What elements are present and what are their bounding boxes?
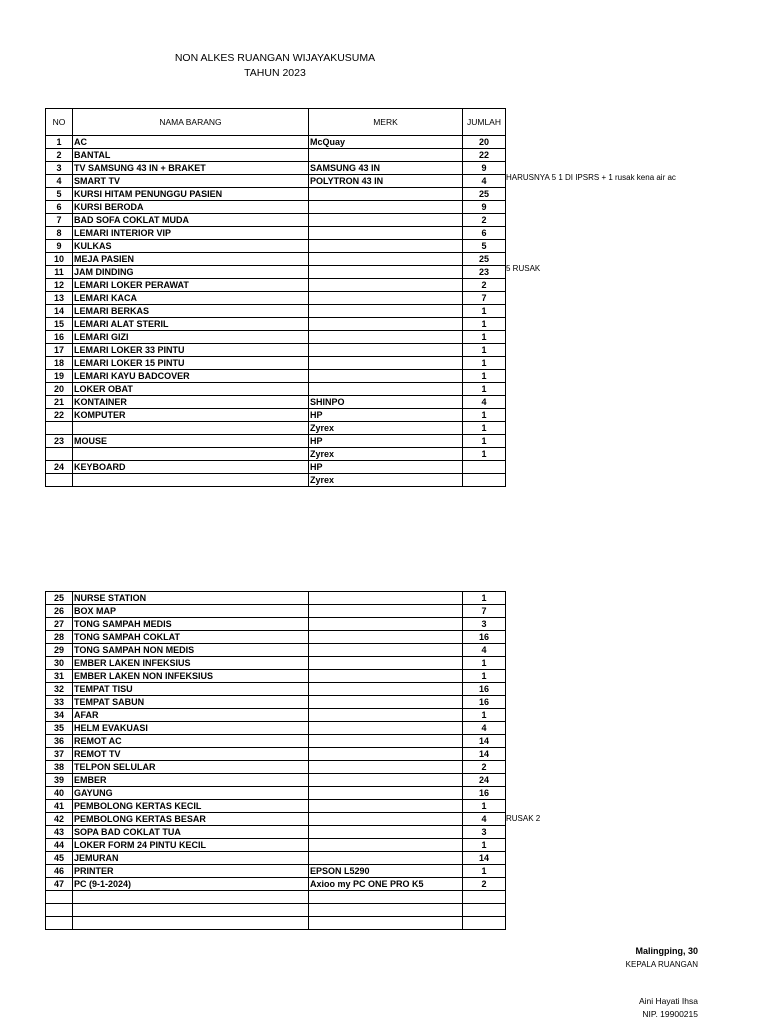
note-pembolong: RUSAK 2	[506, 814, 541, 823]
cell-merk: POLYTRON 43 IN	[309, 175, 463, 188]
cell-jumlah: 1	[463, 435, 506, 448]
cell-merk	[309, 605, 463, 618]
table-row	[46, 344, 506, 357]
table-row	[46, 852, 506, 865]
cell-no: 14	[46, 305, 73, 318]
cell-nama-barang: EMBER	[73, 774, 309, 787]
cell-nama-barang	[73, 474, 309, 487]
cell-no: 10	[46, 253, 73, 266]
table-row	[46, 162, 506, 175]
cell-merk	[309, 370, 463, 383]
table-row	[46, 253, 506, 266]
cell-no: 46	[46, 865, 73, 878]
table-row	[46, 865, 506, 878]
signature-name: Aini Hayati Ihsa	[638, 996, 698, 1006]
cell-no: 6	[46, 201, 73, 214]
cell-jumlah: 25	[463, 253, 506, 266]
cell-merk	[309, 800, 463, 813]
table-row	[46, 904, 506, 917]
document-year: TAHUN 2023	[244, 67, 306, 79]
table-row	[46, 618, 506, 631]
cell-jumlah: 2	[463, 761, 506, 774]
cell-no	[46, 448, 73, 461]
cell-nama-barang: LOKER FORM 24 PINTU KECIL	[73, 839, 309, 852]
table-row	[46, 409, 506, 422]
cell-merk	[309, 214, 463, 227]
cell-nama-barang: TONG SAMPAH COKLAT	[73, 631, 309, 644]
signature-nip: NIP. 19900215	[642, 1009, 698, 1019]
cell-no: 24	[46, 461, 73, 474]
table-row	[46, 461, 506, 474]
cell-jumlah	[463, 904, 506, 917]
table-row	[46, 292, 506, 305]
cell-merk	[309, 357, 463, 370]
cell-merk: EPSON L5290	[309, 865, 463, 878]
cell-jumlah: 14	[463, 748, 506, 761]
table-row	[46, 761, 506, 774]
cell-jumlah: 16	[463, 683, 506, 696]
cell-nama-barang: REMOT TV	[73, 748, 309, 761]
cell-jumlah: 16	[463, 696, 506, 709]
cell-jumlah	[463, 891, 506, 904]
cell-jumlah: 1	[463, 318, 506, 331]
cell-nama-barang: JEMURAN	[73, 852, 309, 865]
table-row	[46, 188, 506, 201]
cell-no: 27	[46, 618, 73, 631]
table-row	[46, 787, 506, 800]
cell-jumlah: 4	[463, 175, 506, 188]
cell-no: 26	[46, 605, 73, 618]
cell-merk	[309, 318, 463, 331]
cell-no	[46, 422, 73, 435]
cell-nama-barang: LEMARI INTERIOR VIP	[73, 227, 309, 240]
table-row	[46, 683, 506, 696]
cell-nama-barang: AFAR	[73, 709, 309, 722]
cell-nama-barang	[73, 448, 309, 461]
cell-nama-barang: EMBER LAKEN INFEKSIUS	[73, 657, 309, 670]
cell-no	[46, 474, 73, 487]
cell-no: 41	[46, 800, 73, 813]
table-row	[46, 592, 506, 605]
cell-no: 12	[46, 279, 73, 292]
cell-nama-barang: KOMPUTER	[73, 409, 309, 422]
cell-merk	[309, 709, 463, 722]
cell-no: 47	[46, 878, 73, 891]
cell-merk	[309, 383, 463, 396]
cell-jumlah: 4	[463, 396, 506, 409]
header-nama-barang: NAMA BARANG	[73, 109, 309, 136]
cell-merk	[309, 227, 463, 240]
cell-merk	[309, 852, 463, 865]
cell-merk: SHINPO	[309, 396, 463, 409]
cell-merk	[309, 592, 463, 605]
cell-no: 44	[46, 839, 73, 852]
cell-merk	[309, 279, 463, 292]
cell-jumlah: 1	[463, 383, 506, 396]
table-row	[46, 891, 506, 904]
cell-no: 28	[46, 631, 73, 644]
table-row	[46, 878, 506, 891]
cell-jumlah: 1	[463, 800, 506, 813]
cell-no: 29	[46, 644, 73, 657]
cell-merk: SAMSUNG 43 IN	[309, 162, 463, 175]
cell-jumlah: 25	[463, 188, 506, 201]
cell-merk	[309, 266, 463, 279]
note-jam-dinding: 5 RUSAK	[506, 264, 541, 273]
cell-nama-barang: LEMARI KAYU BADCOVER	[73, 370, 309, 383]
document-title: NON ALKES RUANGAN WIJAYAKUSUMA	[174, 52, 376, 64]
table-row	[46, 331, 506, 344]
cell-merk	[309, 917, 463, 930]
cell-no: 13	[46, 292, 73, 305]
table-row	[46, 800, 506, 813]
cell-nama-barang: TV SAMSUNG 43 IN + BRAKET	[73, 162, 309, 175]
cell-jumlah: 22	[463, 149, 506, 162]
table-row	[46, 748, 506, 761]
cell-no: 35	[46, 722, 73, 735]
table-row	[46, 240, 506, 253]
cell-no: 36	[46, 735, 73, 748]
table-row	[46, 279, 506, 292]
cell-jumlah: 1	[463, 344, 506, 357]
cell-no: 32	[46, 683, 73, 696]
cell-nama-barang: AC	[73, 136, 309, 149]
cell-no: 25	[46, 592, 73, 605]
cell-jumlah: 1	[463, 592, 506, 605]
table-row	[46, 474, 506, 487]
cell-no	[46, 917, 73, 930]
cell-jumlah	[463, 917, 506, 930]
cell-nama-barang: TEMPAT TISU	[73, 683, 309, 696]
cell-jumlah: 2	[463, 878, 506, 891]
cell-nama-barang: LEMARI LOKER 15 PINTU	[73, 357, 309, 370]
cell-no: 15	[46, 318, 73, 331]
cell-merk	[309, 839, 463, 852]
table-row	[46, 917, 506, 930]
cell-no: 4	[46, 175, 73, 188]
table-row	[46, 357, 506, 370]
cell-jumlah: 4	[463, 644, 506, 657]
cell-merk	[309, 305, 463, 318]
table-row	[46, 136, 506, 149]
cell-merk: Zyrex	[309, 448, 463, 461]
cell-no	[46, 904, 73, 917]
cell-no: 21	[46, 396, 73, 409]
cell-jumlah: 16	[463, 631, 506, 644]
cell-nama-barang: PEMBOLONG KERTAS BESAR	[73, 813, 309, 826]
cell-merk	[309, 201, 463, 214]
cell-no: 2	[46, 149, 73, 162]
cell-jumlah: 20	[463, 136, 506, 149]
cell-no: 33	[46, 696, 73, 709]
cell-nama-barang	[73, 917, 309, 930]
cell-nama-barang: TONG SAMPAH NON MEDIS	[73, 644, 309, 657]
cell-jumlah: 9	[463, 201, 506, 214]
table-row	[46, 826, 506, 839]
inventory-table-1	[45, 108, 506, 487]
cell-nama-barang: KONTAINER	[73, 396, 309, 409]
table-row	[46, 722, 506, 735]
table-row	[46, 318, 506, 331]
cell-jumlah: 5	[463, 240, 506, 253]
cell-jumlah: 1	[463, 657, 506, 670]
signature-role: KEPALA RUANGAN	[625, 960, 698, 969]
table-row	[46, 214, 506, 227]
cell-nama-barang: KURSI BERODA	[73, 201, 309, 214]
cell-merk: HP	[309, 409, 463, 422]
cell-no: 18	[46, 357, 73, 370]
cell-nama-barang	[73, 904, 309, 917]
cell-jumlah: 3	[463, 826, 506, 839]
cell-nama-barang: PEMBOLONG KERTAS KECIL	[73, 800, 309, 813]
table-row	[46, 396, 506, 409]
cell-merk	[309, 722, 463, 735]
cell-nama-barang: BANTAL	[73, 149, 309, 162]
cell-nama-barang: KULKAS	[73, 240, 309, 253]
table-row	[46, 839, 506, 852]
cell-nama-barang: BAD SOFA COKLAT MUDA	[73, 214, 309, 227]
cell-jumlah: 1	[463, 305, 506, 318]
cell-no: 5	[46, 188, 73, 201]
cell-nama-barang: PRINTER	[73, 865, 309, 878]
cell-nama-barang: KURSI HITAM PENUNGGU PASIEN	[73, 188, 309, 201]
cell-nama-barang: REMOT AC	[73, 735, 309, 748]
cell-nama-barang: NURSE STATION	[73, 592, 309, 605]
note-smart-tv: HARUSNYA 5 1 DI IPSRS + 1 rusak kena air ac	[506, 173, 676, 182]
cell-merk: HP	[309, 435, 463, 448]
cell-merk	[309, 774, 463, 787]
table-row	[46, 266, 506, 279]
table-row	[46, 305, 506, 318]
cell-jumlah: 1	[463, 409, 506, 422]
cell-no: 17	[46, 344, 73, 357]
table-row	[46, 370, 506, 383]
cell-merk	[309, 748, 463, 761]
cell-jumlah: 4	[463, 813, 506, 826]
cell-no: 37	[46, 748, 73, 761]
cell-nama-barang: TELPON SELULAR	[73, 761, 309, 774]
table-row	[46, 435, 506, 448]
cell-jumlah: 1	[463, 670, 506, 683]
cell-nama-barang: GAYUNG	[73, 787, 309, 800]
cell-jumlah: 2	[463, 214, 506, 227]
header-merk: MERK	[309, 109, 463, 136]
cell-jumlah: 1	[463, 331, 506, 344]
cell-jumlah: 1	[463, 448, 506, 461]
cell-nama-barang: LEMARI ALAT STERIL	[73, 318, 309, 331]
cell-jumlah: 1	[463, 839, 506, 852]
cell-jumlah: 6	[463, 227, 506, 240]
cell-no	[46, 891, 73, 904]
cell-jumlah: 16	[463, 787, 506, 800]
cell-no: 1	[46, 136, 73, 149]
cell-no: 40	[46, 787, 73, 800]
cell-merk	[309, 683, 463, 696]
cell-jumlah: 2	[463, 279, 506, 292]
cell-nama-barang: LEMARI GIZI	[73, 331, 309, 344]
cell-merk	[309, 761, 463, 774]
cell-jumlah: 1	[463, 357, 506, 370]
cell-merk	[309, 644, 463, 657]
cell-no: 39	[46, 774, 73, 787]
cell-jumlah: 1	[463, 370, 506, 383]
cell-nama-barang: MOUSE	[73, 435, 309, 448]
cell-merk	[309, 292, 463, 305]
cell-no: 8	[46, 227, 73, 240]
cell-no: 16	[46, 331, 73, 344]
table-row	[46, 201, 506, 214]
cell-jumlah: 14	[463, 735, 506, 748]
cell-nama-barang: LEMARI BERKAS	[73, 305, 309, 318]
cell-merk	[309, 618, 463, 631]
cell-merk	[309, 826, 463, 839]
cell-jumlah: 7	[463, 605, 506, 618]
cell-nama-barang: BOX MAP	[73, 605, 309, 618]
cell-nama-barang	[73, 422, 309, 435]
signature-place-date: Malingping, 30	[635, 946, 698, 956]
cell-nama-barang: MEJA PASIEN	[73, 253, 309, 266]
cell-no: 34	[46, 709, 73, 722]
cell-merk	[309, 631, 463, 644]
cell-no: 11	[46, 266, 73, 279]
table-row	[46, 422, 506, 435]
cell-nama-barang: HELM EVAKUASI	[73, 722, 309, 735]
cell-nama-barang: PC (9-1-2024)	[73, 878, 309, 891]
table-row	[46, 631, 506, 644]
table-row	[46, 813, 506, 826]
cell-merk	[309, 344, 463, 357]
cell-jumlah: 1	[463, 422, 506, 435]
cell-merk: HP	[309, 461, 463, 474]
cell-merk	[309, 904, 463, 917]
inventory-table-2	[45, 591, 506, 930]
cell-jumlah: 9	[463, 162, 506, 175]
table-row	[46, 657, 506, 670]
cell-merk	[309, 331, 463, 344]
cell-no: 19	[46, 370, 73, 383]
table-row	[46, 709, 506, 722]
cell-no: 45	[46, 852, 73, 865]
cell-merk	[309, 240, 463, 253]
cell-merk	[309, 787, 463, 800]
cell-no: 43	[46, 826, 73, 839]
cell-no: 22	[46, 409, 73, 422]
header-no: NO	[46, 109, 73, 136]
cell-merk	[309, 188, 463, 201]
cell-merk: McQuay	[309, 136, 463, 149]
cell-nama-barang: SOPA BAD COKLAT TUA	[73, 826, 309, 839]
cell-merk	[309, 891, 463, 904]
cell-nama-barang: LEMARI LOKER 33 PINTU	[73, 344, 309, 357]
cell-merk	[309, 670, 463, 683]
table-row	[46, 448, 506, 461]
cell-nama-barang: JAM DINDING	[73, 266, 309, 279]
table-row	[46, 227, 506, 240]
cell-no: 7	[46, 214, 73, 227]
cell-jumlah: 7	[463, 292, 506, 305]
table-row	[46, 774, 506, 787]
cell-merk	[309, 149, 463, 162]
table-row	[46, 175, 506, 188]
cell-merk	[309, 735, 463, 748]
cell-jumlah: 1	[463, 709, 506, 722]
cell-nama-barang	[73, 891, 309, 904]
cell-no: 23	[46, 435, 73, 448]
table-header-row	[46, 109, 506, 136]
table-row	[46, 605, 506, 618]
cell-nama-barang: TEMPAT SABUN	[73, 696, 309, 709]
cell-merk	[309, 696, 463, 709]
cell-no: 20	[46, 383, 73, 396]
cell-no: 9	[46, 240, 73, 253]
cell-nama-barang: EMBER LAKEN NON INFEKSIUS	[73, 670, 309, 683]
cell-jumlah	[463, 474, 506, 487]
cell-no: 3	[46, 162, 73, 175]
cell-jumlah: 3	[463, 618, 506, 631]
table-row	[46, 149, 506, 162]
table-row	[46, 696, 506, 709]
table-row	[46, 383, 506, 396]
cell-merk: Zyrex	[309, 422, 463, 435]
table-row	[46, 644, 506, 657]
cell-no: 30	[46, 657, 73, 670]
table-row	[46, 670, 506, 683]
cell-nama-barang: LEMARI LOKER PERAWAT	[73, 279, 309, 292]
cell-merk	[309, 813, 463, 826]
cell-jumlah: 1	[463, 865, 506, 878]
cell-nama-barang: LOKER OBAT	[73, 383, 309, 396]
cell-nama-barang: TONG SAMPAH MEDIS	[73, 618, 309, 631]
cell-nama-barang: SMART TV	[73, 175, 309, 188]
cell-no: 42	[46, 813, 73, 826]
cell-merk: Axioo my PC ONE PRO K5	[309, 878, 463, 891]
table-row	[46, 735, 506, 748]
header-jumlah: JUMLAH	[463, 109, 506, 136]
cell-nama-barang: LEMARI KACA	[73, 292, 309, 305]
cell-jumlah	[463, 461, 506, 474]
cell-jumlah: 23	[463, 266, 506, 279]
cell-no: 38	[46, 761, 73, 774]
cell-no: 31	[46, 670, 73, 683]
cell-jumlah: 24	[463, 774, 506, 787]
cell-jumlah: 14	[463, 852, 506, 865]
cell-jumlah: 4	[463, 722, 506, 735]
cell-nama-barang: KEYBOARD	[73, 461, 309, 474]
cell-merk	[309, 253, 463, 266]
cell-merk: Zyrex	[309, 474, 463, 487]
cell-merk	[309, 657, 463, 670]
